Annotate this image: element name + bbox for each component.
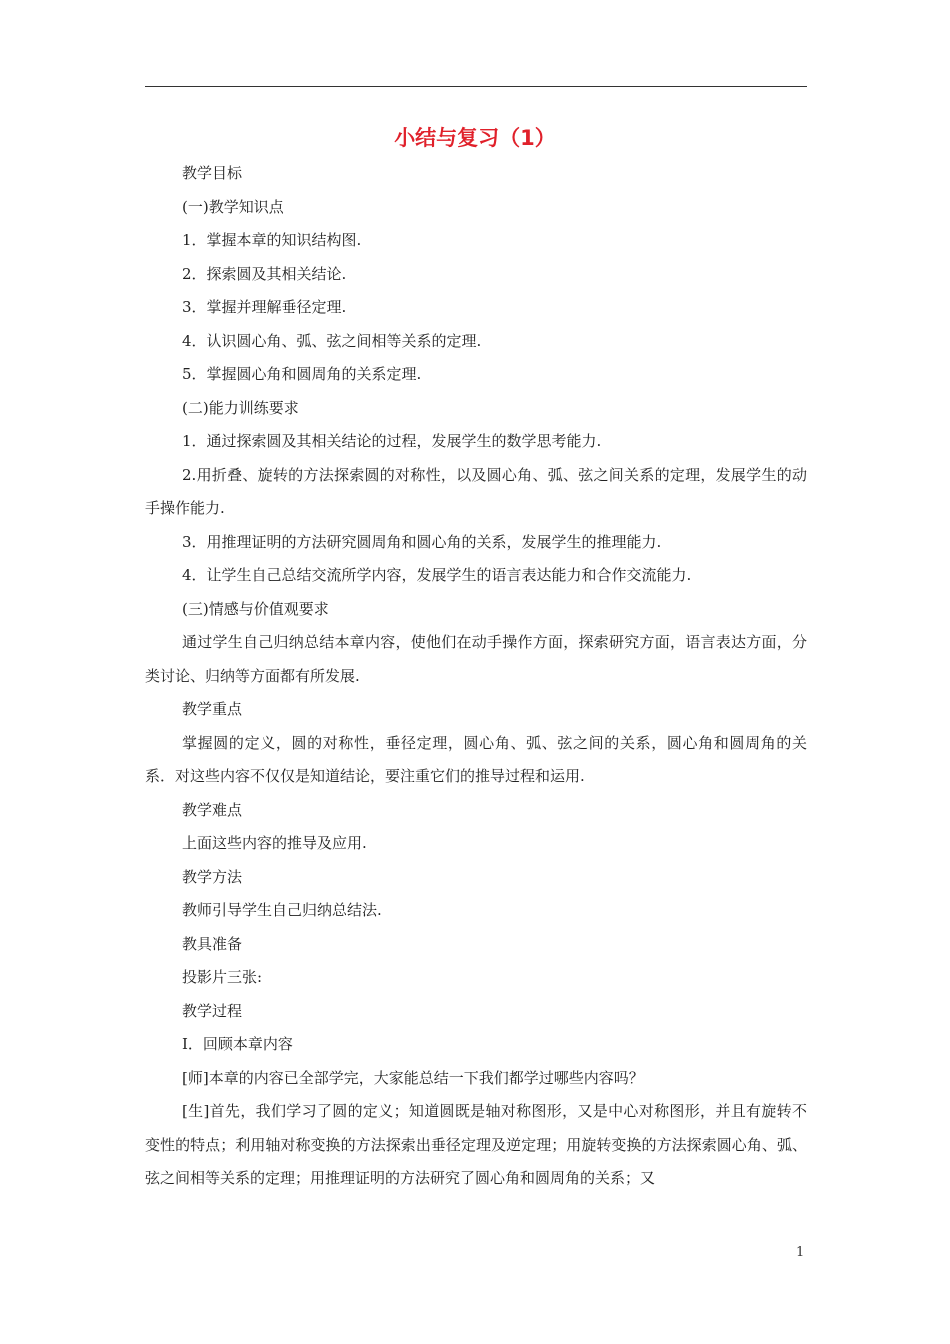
subsection-heading: (二)能力训练要求 [182, 398, 299, 417]
header-rule [145, 86, 807, 87]
dialogue-paragraph: [生]首先，我们学习了圆的定义；知道圆既是轴对称图形，又是中心对称图形，并且有旋转不变性的特点；利用轴对称变换的方法探索出垂径定理及逆定理；用旋转变换的方法探索圆心角、弧、弦之间相等关系的定理；用推理证明的方法研究了圆心角和圆周角的关系；又 [145, 1102, 807, 1187]
list-item: 5．掌握圆心角和圆周角的关系定理. [182, 365, 422, 383]
list-item: 3．掌握并理解垂径定理. [182, 298, 347, 316]
paragraph: 教师引导学生自己归纳总结法. [182, 901, 382, 919]
section-heading: 教具准备 [182, 934, 243, 953]
paragraph: 掌握圆的定义，圆的对称性，垂径定理，圆心角、弧、弦之间的关系，圆心角和圆周角的关系．对这些内容不仅仅是知道结论，要注重它们的推导过程和运用. [145, 733, 807, 785]
list-item: 4．让学生自己总结交流所学内容，发展学生的语言表达能力和合作交流能力. [182, 566, 692, 584]
subsection-heading: (一)教学知识点 [182, 197, 284, 216]
list-item: 1．掌握本章的知识结构图. [182, 231, 362, 249]
subsection-heading: Ⅰ．回顾本章内容 [182, 1035, 293, 1053]
paragraph: 上面这些内容的推导及应用. [182, 834, 367, 852]
subsection-heading: (三)情感与价值观要求 [182, 599, 329, 618]
paragraph: 通过学生自己归纳总结本章内容，使他们在动手操作方面，探索研究方面，语言表达方面，分类讨论、归纳等方面都有所发展. [145, 633, 807, 685]
section-heading: 教学过程 [182, 1001, 243, 1020]
section-heading: 教学重点 [182, 700, 243, 718]
page-title: 小结与复习（1） [394, 126, 556, 150]
list-item: 4．认识圆心角、弧、弦之间相等关系的定理. [182, 331, 482, 350]
list-item: 1．通过探索圆及其相关结论的过程，发展学生的数学思考能力. [182, 432, 602, 450]
section-heading: 教学目标 [182, 164, 243, 182]
page-number: 1 [796, 1245, 805, 1260]
section-heading: 教学难点 [182, 800, 243, 819]
paragraph: 投影片三张: [182, 968, 263, 986]
list-item: 2.用折叠、旋转的方法探索圆的对称性，以及圆心角、弧、弦之间关系的定理，发展学生的动手操作能力. [145, 465, 807, 517]
list-item: 3．用推理证明的方法研究圆周角和圆心角的关系，发展学生的推理能力. [182, 532, 662, 551]
document-body [145, 157, 807, 1196]
section-heading: 教学方法 [182, 867, 243, 886]
dialogue-paragraph: [师]本章的内容已全部学完，大家能总结一下我们都学过哪些内容吗？ [182, 1068, 644, 1087]
list-item: 2．探索圆及其相关结论. [182, 264, 347, 283]
